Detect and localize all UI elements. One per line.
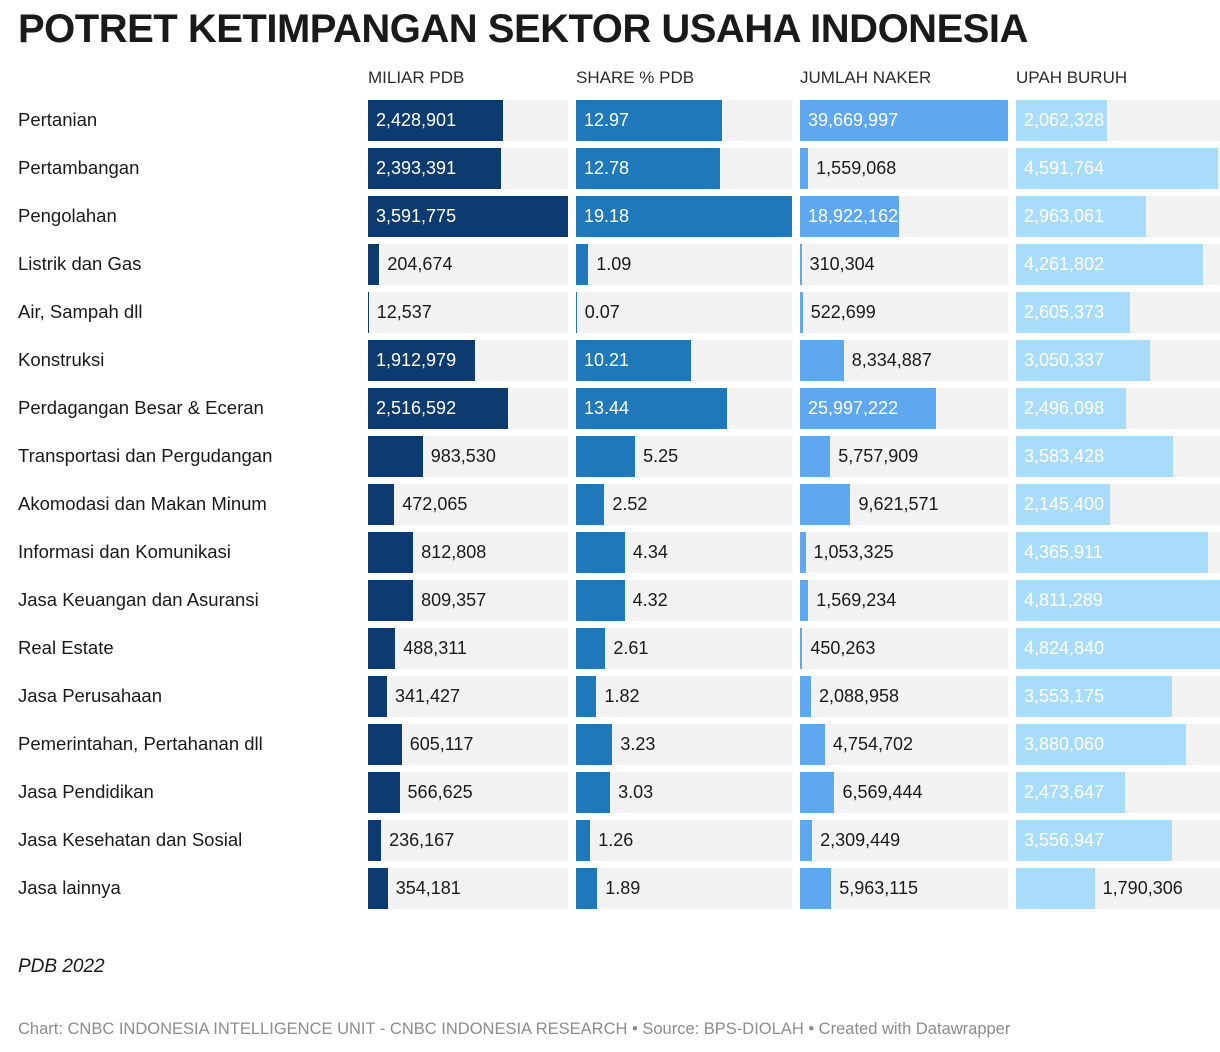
bar-track — [1016, 532, 1220, 573]
bar-value-label: 2,145,400 — [1024, 493, 1105, 514]
category-label: Perdagangan Besar & Eceran — [18, 397, 264, 418]
bar-track — [800, 196, 1008, 237]
bar-row — [800, 192, 1008, 240]
bar-value-label: 0.07 — [584, 301, 620, 322]
category-label: Jasa Perusahaan — [18, 685, 162, 706]
bar — [368, 436, 423, 477]
bar-row — [576, 576, 792, 624]
bar-track — [800, 148, 1008, 189]
category-label: Pertambangan — [18, 157, 140, 178]
category-label: Pengolahan — [18, 205, 117, 226]
bar — [800, 676, 811, 717]
bar-value-label: 2.52 — [612, 493, 648, 514]
bar-row — [800, 768, 1008, 816]
bar-track — [576, 436, 792, 477]
bar-row — [1016, 720, 1220, 768]
category-label: Jasa lainnya — [18, 877, 121, 898]
bar-track — [1016, 388, 1220, 429]
bar-value-label: 1,053,325 — [813, 541, 894, 562]
bar-value-label: 3,591,775 — [376, 205, 457, 226]
bar-row — [368, 288, 568, 336]
column-header-pdb: MILIAR PDB — [368, 68, 465, 87]
bar-value-label: 983,530 — [430, 445, 496, 466]
series-column-upah — [1016, 96, 1220, 912]
bar-value-label: 3,050,337 — [1024, 349, 1105, 370]
bar — [368, 676, 387, 717]
bar-track — [368, 772, 568, 813]
bar-track — [800, 820, 1008, 861]
bar-track — [368, 676, 568, 717]
bar-row — [576, 144, 792, 192]
chart-credit: Chart: CNBC INDONESIA INTELLIGENCE UNIT - CNBC INDONESIA RESEARCH • Source: BPS-DIOLAH • Created with Datawrapper — [18, 1019, 1011, 1038]
bar-value-label: 812,808 — [421, 541, 487, 562]
bar-track — [368, 196, 568, 237]
bar-row — [576, 624, 792, 672]
bar-track — [1016, 100, 1220, 141]
bar-value-label: 1.82 — [604, 685, 640, 706]
bar-row — [1016, 864, 1220, 912]
bar-track — [576, 196, 792, 237]
bar — [368, 292, 369, 333]
bar-track — [576, 148, 792, 189]
bar-track — [576, 100, 792, 141]
bar-value-label: 8,334,887 — [851, 349, 932, 370]
category-label: Pemerintahan, Pertahanan dll — [18, 733, 263, 754]
bar — [576, 868, 597, 909]
category-label: Pertanian — [18, 109, 98, 130]
bar-value-label: 2,062,328 — [1024, 109, 1105, 130]
bar-row — [800, 480, 1008, 528]
bar-value-label: 4.32 — [632, 589, 668, 610]
bar-track — [1016, 484, 1220, 525]
bar-value-label: 488,311 — [403, 637, 467, 658]
series-column-naker — [800, 96, 1008, 912]
bar-value-label: 341,427 — [395, 685, 461, 706]
bar-value-label: 2,088,958 — [818, 685, 900, 706]
bar — [368, 772, 400, 813]
bar-row — [576, 768, 792, 816]
bar-row — [576, 96, 792, 144]
bar-row — [800, 432, 1008, 480]
bar-row — [1016, 528, 1220, 576]
bar-track — [800, 580, 1008, 621]
bar-value-label: 10.21 — [584, 349, 630, 370]
bar-track — [368, 340, 568, 381]
column-header-upah: UPAH BURUH — [1016, 68, 1128, 87]
bar-row — [800, 240, 1008, 288]
category-label: Transportasi dan Pergudangan — [18, 445, 273, 466]
bar-row — [800, 336, 1008, 384]
bar-track — [368, 628, 568, 669]
bar-row — [368, 384, 568, 432]
category-label: Jasa Keuangan dan Asuransi — [18, 589, 259, 610]
bar-value-label: 4,824,840 — [1024, 637, 1105, 658]
bar — [800, 724, 825, 765]
bar-value-label: 9,621,571 — [858, 493, 939, 514]
bar-value-label: 3,583,428 — [1024, 445, 1105, 466]
bar — [576, 292, 577, 333]
bar — [800, 868, 831, 909]
bar-value-label: 3.23 — [620, 733, 656, 754]
category-label: Real Estate — [18, 637, 114, 658]
bar — [576, 820, 590, 861]
bar-row — [1016, 816, 1220, 864]
bar-row — [576, 864, 792, 912]
bar-row — [1016, 480, 1220, 528]
bar-value-label: 1,569,234 — [816, 589, 897, 610]
bar — [576, 676, 596, 717]
bar-track — [800, 628, 1008, 669]
bar-track — [1016, 868, 1220, 909]
bar-track — [800, 532, 1008, 573]
bar-row — [1016, 336, 1220, 384]
bar-value-label: 12.97 — [584, 109, 630, 130]
bar-track — [1016, 820, 1220, 861]
bar-row — [576, 528, 792, 576]
bar-row — [368, 864, 568, 912]
bar-value-label: 5.25 — [643, 445, 679, 466]
bar-row — [800, 576, 1008, 624]
bar-value-label: 809,357 — [421, 589, 487, 610]
bar-value-label: 310,304 — [809, 253, 875, 274]
bar-row — [368, 768, 568, 816]
bar — [800, 244, 802, 285]
bar-row — [1016, 432, 1220, 480]
bar-value-label: 5,757,909 — [838, 445, 919, 466]
footer-note: PDB 2022 — [18, 956, 105, 977]
bar-row — [1016, 672, 1220, 720]
bar — [576, 436, 635, 477]
bar-track — [576, 628, 792, 669]
bar-row — [576, 192, 792, 240]
category-label: Informasi dan Komunikasi — [18, 541, 231, 562]
bar-track — [368, 580, 568, 621]
bar-track — [368, 100, 568, 141]
bar-row — [1016, 576, 1220, 624]
bar-track — [368, 868, 568, 909]
chart-page — [0, 8, 1220, 1052]
bar-row — [1016, 192, 1220, 240]
bar-track — [368, 820, 568, 861]
bar-row — [800, 96, 1008, 144]
bar-value-label: 4.34 — [632, 541, 668, 562]
bar-track — [800, 676, 1008, 717]
bar-track — [368, 532, 568, 573]
bar-value-label: 1,912,979 — [376, 349, 457, 370]
bar-track — [576, 292, 792, 333]
bar-value-label: 4,591,764 — [1024, 157, 1105, 178]
bar-track — [800, 340, 1008, 381]
bar-value-label: 2,309,449 — [820, 829, 901, 850]
bar-value-label: 1,559,068 — [816, 157, 897, 178]
bar-value-label: 2,428,901 — [376, 109, 457, 130]
bar-value-label: 5,963,115 — [839, 877, 919, 898]
page-title: POTRET KETIMPANGAN SEKTOR USAHA INDONESIA — [18, 7, 1028, 51]
bar-value-label: 4,365,911 — [1024, 541, 1103, 562]
bar-track — [576, 868, 792, 909]
bar-row — [576, 720, 792, 768]
bar-value-label: 2,473,647 — [1024, 781, 1105, 802]
bar-row — [800, 624, 1008, 672]
bar-track — [1016, 148, 1220, 189]
category-label: Konstruksi — [18, 349, 105, 370]
bar-track — [1016, 724, 1220, 765]
bar-track — [576, 580, 792, 621]
bar-row — [368, 432, 568, 480]
label-column-header — [18, 68, 360, 77]
bar-track — [800, 724, 1008, 765]
bar — [576, 484, 604, 525]
category-label: Listrik dan Gas — [18, 253, 142, 274]
bar-value-label: 2,516,592 — [376, 397, 457, 418]
bar — [368, 484, 394, 525]
category-label: Jasa Pendidikan — [18, 781, 154, 802]
bar-track — [1016, 676, 1220, 717]
bar-track — [576, 772, 792, 813]
bar-row — [1016, 768, 1220, 816]
bar-row — [1016, 144, 1220, 192]
bar — [1016, 868, 1095, 909]
bar-row — [800, 288, 1008, 336]
bar — [576, 772, 610, 813]
bar-track — [368, 244, 568, 285]
bar-row — [368, 720, 568, 768]
bar-row — [800, 864, 1008, 912]
bar-row — [368, 192, 568, 240]
bar-track — [1016, 580, 1220, 621]
bar-track — [800, 100, 1008, 141]
bar-track — [368, 436, 568, 477]
bar-track — [368, 148, 568, 189]
bar-value-label: 522,699 — [810, 301, 876, 322]
bar-row — [368, 528, 568, 576]
bar-row — [1016, 624, 1220, 672]
bar — [368, 580, 413, 621]
bar-track — [1016, 628, 1220, 669]
bar-row — [368, 240, 568, 288]
bar-track — [1016, 196, 1220, 237]
bar-value-label: 566,625 — [407, 781, 473, 802]
bar-track — [1016, 292, 1220, 333]
column-header-share: SHARE % PDB — [576, 68, 695, 87]
bar — [368, 868, 388, 909]
bar-track — [576, 484, 792, 525]
bar — [800, 772, 834, 813]
bar-track — [576, 388, 792, 429]
bar-row — [1016, 96, 1220, 144]
bar-row — [1016, 384, 1220, 432]
bar-track — [576, 340, 792, 381]
category-label: Jasa Kesehatan dan Sosial — [18, 829, 243, 850]
bar-track — [576, 244, 792, 285]
bar-track — [1016, 772, 1220, 813]
bar-track — [800, 244, 1008, 285]
category-labels — [18, 96, 360, 912]
bar — [800, 628, 802, 669]
bar-value-label: 204,674 — [387, 253, 453, 274]
bar-value-label: 472,065 — [402, 493, 468, 514]
bar-row — [800, 528, 1008, 576]
bar-track — [800, 484, 1008, 525]
bar-value-label: 18,922,162 — [808, 205, 899, 226]
bar-track — [368, 484, 568, 525]
bar-value-label: 4,811,289 — [1024, 589, 1103, 610]
bar-row — [368, 672, 568, 720]
bar — [368, 244, 379, 285]
bar — [576, 532, 625, 573]
bar-row — [800, 816, 1008, 864]
bar-value-label: 6,569,444 — [842, 781, 923, 802]
series-column-pdb — [368, 96, 568, 912]
bar-row — [368, 624, 568, 672]
bar-row — [1016, 288, 1220, 336]
bar-track — [800, 388, 1008, 429]
bar-row — [368, 480, 568, 528]
bar-value-label: 354,181 — [395, 877, 461, 898]
bar-row — [368, 576, 568, 624]
bar-track — [1016, 244, 1220, 285]
bar-row — [576, 432, 792, 480]
bar-value-label: 12,537 — [376, 301, 432, 322]
bar-value-label: 3,553,175 — [1024, 685, 1105, 706]
bar-value-label: 19.18 — [584, 205, 630, 226]
bar-row — [368, 816, 568, 864]
bar-row — [576, 816, 792, 864]
bar-value-label: 4,261,802 — [1024, 253, 1105, 274]
bar-track — [576, 676, 792, 717]
bar-value-label: 605,117 — [409, 733, 474, 754]
bar — [576, 244, 588, 285]
bar — [576, 580, 625, 621]
bar-row — [800, 672, 1008, 720]
bar-track — [368, 724, 568, 765]
bar-track — [800, 292, 1008, 333]
bar-value-label: 1.09 — [596, 253, 632, 274]
bar — [800, 292, 803, 333]
bar-row — [576, 240, 792, 288]
bar-row — [368, 96, 568, 144]
bar-value-label: 1.89 — [605, 877, 641, 898]
bar-value-label: 25,997,222 — [808, 397, 899, 418]
bar-track — [576, 820, 792, 861]
bar-track — [800, 772, 1008, 813]
bar — [368, 532, 413, 573]
bar-row — [576, 336, 792, 384]
category-label: Air, Sampah dll — [18, 301, 143, 322]
bar — [368, 628, 395, 669]
bar — [368, 820, 381, 861]
bar — [576, 628, 605, 669]
bar-value-label: 450,263 — [810, 637, 876, 658]
bar — [800, 148, 808, 189]
bar-row — [576, 480, 792, 528]
bar-value-label: 39,669,997 — [808, 109, 899, 130]
bar-row — [800, 384, 1008, 432]
bar-row — [800, 720, 1008, 768]
bar-row — [576, 288, 792, 336]
chart-grid — [18, 68, 1202, 912]
bar-value-label: 2,393,391 — [376, 157, 457, 178]
bar-value-label: 3.03 — [618, 781, 654, 802]
bar-track — [1016, 340, 1220, 381]
bar-row — [576, 672, 792, 720]
bar-value-label: 13.44 — [584, 397, 630, 418]
bar-track — [800, 868, 1008, 909]
bar-value-label: 12.78 — [584, 157, 630, 178]
bar-row — [800, 144, 1008, 192]
bar-track — [576, 532, 792, 573]
bar — [800, 436, 830, 477]
column-header-naker: JUMLAH NAKER — [800, 68, 932, 87]
bar-value-label: 236,167 — [389, 829, 455, 850]
series-column-share — [576, 96, 792, 912]
bar-track — [368, 388, 568, 429]
bar-value-label: 2,963,061 — [1024, 205, 1105, 226]
bar-value-label: 1,790,306 — [1102, 877, 1183, 898]
bar — [800, 820, 812, 861]
bar-value-label: 3,880,060 — [1024, 733, 1105, 754]
bar-track — [368, 292, 568, 333]
bar — [800, 484, 850, 525]
bar-value-label: 1.26 — [598, 829, 634, 850]
category-label: Akomodasi dan Makan Minum — [18, 493, 267, 514]
bar-value-label: 2.61 — [613, 637, 649, 658]
bar-row — [1016, 240, 1220, 288]
bar-row — [368, 144, 568, 192]
bar-value-label: 4,754,702 — [832, 733, 913, 754]
bar — [800, 532, 806, 573]
bar-track — [1016, 436, 1220, 477]
bar — [800, 580, 808, 621]
bar-value-label: 2,605,373 — [1024, 301, 1105, 322]
bar-value-label: 2,496,098 — [1024, 397, 1105, 418]
bar-value-label: 3,556,947 — [1024, 829, 1105, 850]
bar — [576, 724, 612, 765]
bar-row — [368, 336, 568, 384]
bar — [368, 724, 402, 765]
bar-row — [576, 384, 792, 432]
bar-track — [576, 724, 792, 765]
bar-track — [800, 436, 1008, 477]
bar — [800, 340, 844, 381]
